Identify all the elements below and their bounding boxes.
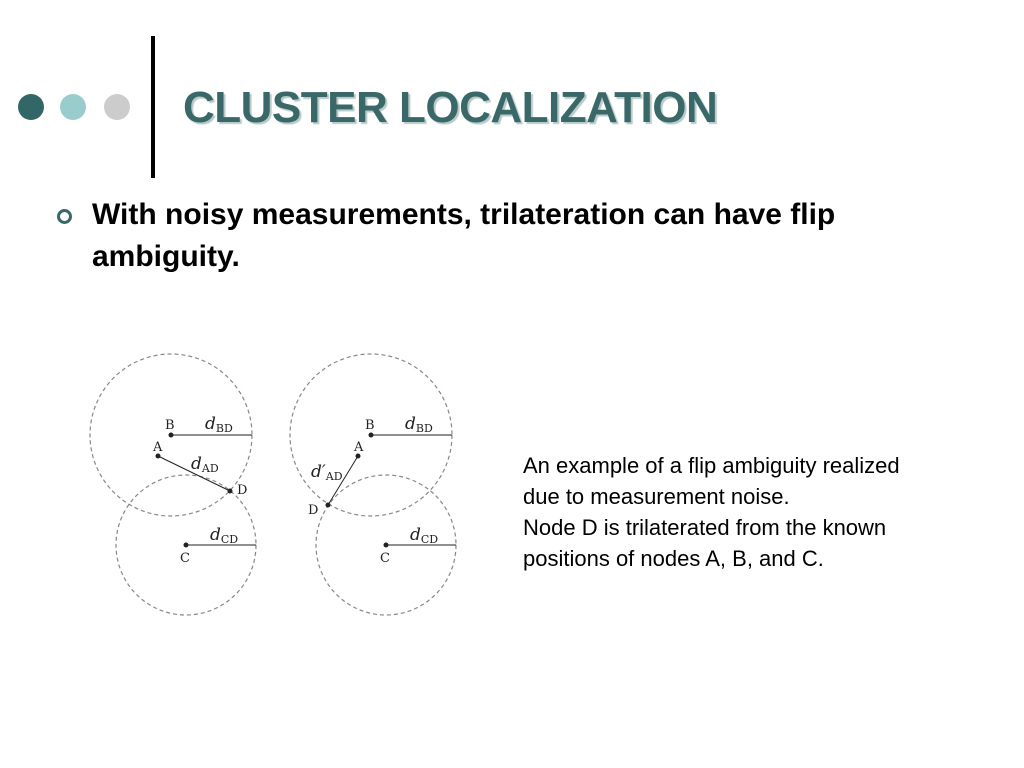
caption-line-4: positions of nodes A, B, and C. — [523, 546, 824, 571]
dist-cd-right-label: dCD — [410, 525, 439, 546]
left-panel — [90, 354, 256, 615]
dist-ad-right-label: d′AD — [311, 462, 343, 483]
figure-caption — [523, 450, 993, 574]
dist-bd-right-label: dBD — [405, 414, 433, 435]
node-d-left-label: D — [237, 483, 248, 498]
node-d-right — [326, 503, 331, 508]
caption-line-1: An example of a flip ambiguity realized — [523, 453, 900, 478]
node-c-right — [384, 543, 389, 548]
node-b-right-label: B — [365, 418, 375, 433]
node-b-left — [169, 433, 174, 438]
caption-line-3: Node D is trilaterated from the known — [523, 515, 887, 540]
node-a-right-label: A — [354, 440, 364, 455]
node-d-left — [228, 489, 233, 494]
dist-bd-left-label: dBD — [205, 414, 233, 435]
node-b-right — [369, 433, 374, 438]
node-c-right-label: C — [380, 551, 390, 566]
node-c-left-label: C — [180, 551, 190, 566]
dist-cd-left-label: dCD — [210, 525, 239, 546]
slide-title: CLUSTER LOCALIZATION — [183, 83, 718, 132]
node-b-left-label: B — [165, 418, 175, 433]
bullet-text: With noisy measurements, trilateration can have flip ambiguity. — [92, 198, 836, 273]
dist-ad-left-label: dAD — [191, 454, 219, 475]
caption-line-2: due to measurement noise. — [523, 484, 790, 509]
right-panel — [290, 354, 456, 615]
node-a-left-label: A — [153, 440, 163, 455]
node-c-left — [184, 543, 189, 548]
node-d-right-label: D — [308, 503, 319, 518]
